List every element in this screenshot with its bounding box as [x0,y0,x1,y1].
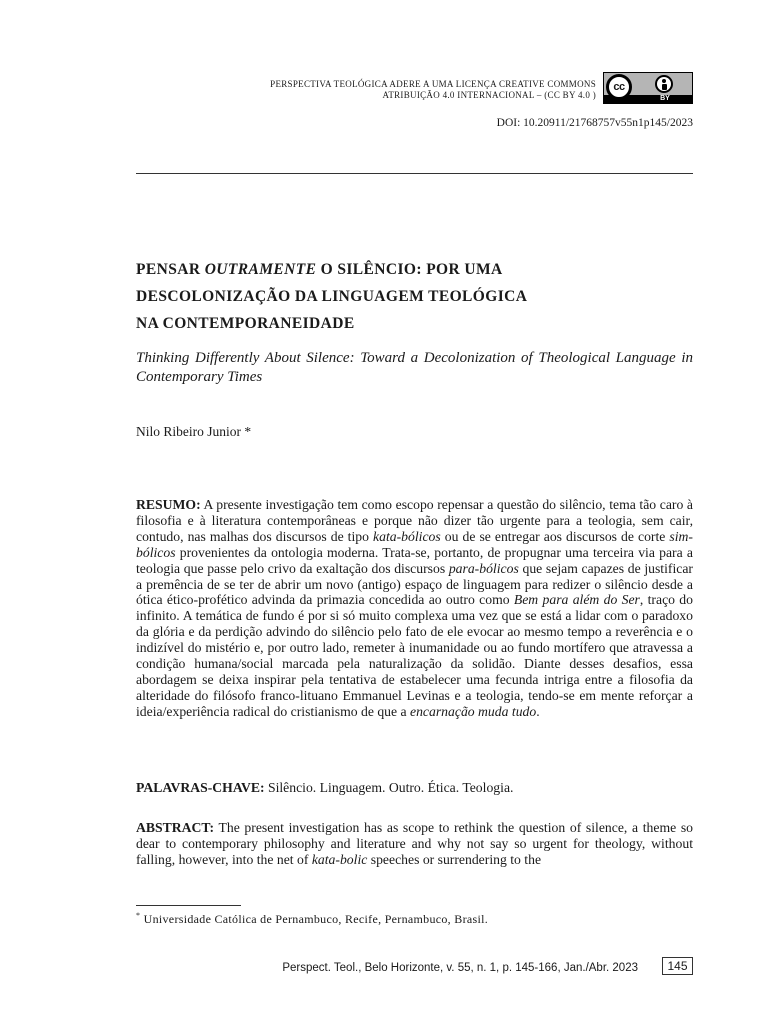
license-notice-line-2: ATRIBUIÇÃO 4.0 INTERNACIONAL – (CC BY 4.0 ) [382,90,596,100]
english-title: Thinking Differently About Silence: Toward a Decolonization of Theological Language in Contemporary Times [136,350,693,385]
title-line-2: DESCOLONIZAÇÃO DA LINGUAGEM TEOLÓGICA [136,288,528,305]
article-title [136,256,696,337]
header-divider [136,173,693,174]
cc-by-label: BY [660,95,670,102]
journal-citation: Perspect. Teol., Belo Horizonte, v. 55, n. 1, p. 145-166, Jan./Abr. 2023 [282,962,638,974]
footnote-divider [136,905,241,906]
cc-logo-icon: cc [606,74,632,100]
resumo-paragraph: RESUMO: A presente investigação tem como escopo repensar a questão do silêncio, tema tão caro à filosofia e à literatura contemporâneas e porque não dizer tão urgente para a teologia, sem cair, contudo, nas malhas dos discursos de tipo kata-bólicos ou de se entregar aos discursos de corte sim-bólicos provenientes da ontologia moderna. Trata-se, portanto, de propugnar uma terceira via para a teologia que passe pelo crivo da exaltação dos discursos para-bólicos que sejam capazes de justificar a premência de se ter de abrir um novo (antigo) espaço de linguagem para redizer o silêncio desde a ótica ético-profético advinda da primazia concedida ao outro como Bem para além do Ser, traço do infinito. A temática de fundo é por si só muito complexa uma vez que se está a lidar com o paradoxo da glória e da perdição advindo do silêncio pelo fato de ele evocar ao mesmo tempo a reverência e o indizível do mistério e, por outro lado, remeter à inumanidade ou ao fundo mortífero que atravessa a condição humana/social marcada pela naturalização da solidão. Diante desses desafios, essa abordagem se deixa inspirar pela tentativa de estabelecer uma fecunda intriga entre a filosofia da alteridade do filósofo franco-lituano Emmanuel Levinas e a teologia, tendo-se em mente reforçar a ideia/experiência radical do cristianismo de que a encarnação muda tudo. [136,497,693,719]
author-name: Nilo Ribeiro Junior * [136,424,252,439]
resumo-label: RESUMO: [136,497,201,512]
license-notice-line-1: PERSPECTIVA TEOLÓGICA ADERE A UMA LICENÇA CREATIVE COMMONS [270,79,596,89]
cc-by-license-badge[interactable] [603,72,693,104]
keywords-label: PALAVRAS-CHAVE: [136,780,265,795]
title-line-3: NA CONTEMPORANEIDADE [136,315,355,332]
keywords-paragraph: PALAVRAS-CHAVE: Silêncio. Linguagem. Outro. Ética. Teologia. [136,780,514,795]
title-line-1: PENSAR OUTRAMENTE O SILÊNCIO: POR UMA [136,261,503,278]
page-number: 145 [662,957,693,975]
doi-link[interactable]: DOI: 10.20911/21768757v55n1p145/2023 [496,117,693,129]
footnote: * Universidade Católica de Pernambuco, Recife, Pernambuco, Brasil. [136,911,489,926]
abstract-paragraph: ABSTRACT: The present investigation has as scope to rethink the question of silence, a theme so dear to contemporary philosophy and literature and why not say so urgent for theology, without falling, however, into the net of kata-bolic speeches or surrendering to the [136,820,693,867]
attribution-person-icon [655,75,673,93]
abstract-label: ABSTRACT: [136,820,215,835]
